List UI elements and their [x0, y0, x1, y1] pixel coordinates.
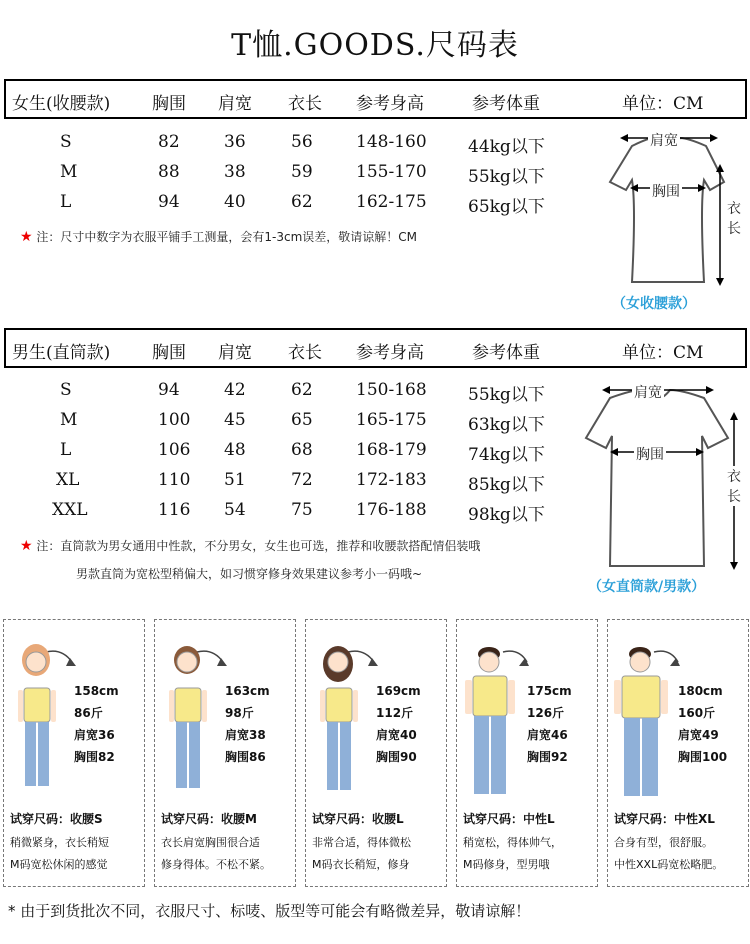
- model-desc-2: 中性XXL码宽松略肥。: [614, 858, 724, 871]
- model-chest: 胸围100: [678, 750, 728, 764]
- men-diagram-length-label: 衣长: [727, 466, 743, 506]
- face-shape: [177, 652, 197, 672]
- model-desc-1: 非常合适，得体微松: [312, 836, 411, 849]
- men-header-unit: 单位：CM: [622, 343, 704, 363]
- model-desc-2: M码修身，型男哦: [463, 858, 550, 871]
- curved-arrow-icon: [368, 658, 378, 666]
- arrow-right-icon: [706, 386, 714, 394]
- arm-shape: [614, 680, 621, 714]
- model-desc-1: 合身有型，很舒服。: [614, 836, 713, 849]
- chest-cell: 94: [158, 380, 180, 400]
- model-chest: 胸围86: [225, 750, 266, 764]
- arm-shape: [465, 680, 472, 714]
- model-desc-1: 稍宽松，得体帅气，: [463, 836, 562, 849]
- weight-cell: 65kg以下: [468, 197, 545, 217]
- jeans-shape: [176, 722, 187, 788]
- shoulder-cell: 48: [224, 440, 246, 460]
- shirt-shape: [175, 688, 201, 722]
- men-diagram-shoulder-label: 肩宽: [632, 382, 664, 402]
- model-weight: 86斤: [74, 706, 103, 720]
- women-header-length: 衣长: [288, 94, 322, 114]
- length-cell: 62: [291, 192, 313, 212]
- chest-cell: 94: [158, 192, 180, 212]
- height-cell: 148-160: [356, 132, 427, 152]
- curved-arrow-icon: [519, 658, 529, 666]
- weight-cell: 74kg以下: [468, 445, 545, 465]
- women-header-shoulder: 肩宽: [218, 94, 252, 114]
- chest-cell: 100: [158, 410, 191, 430]
- height-cell: 176-188: [356, 500, 427, 520]
- face-shape: [328, 652, 348, 672]
- model-figure: [6, 634, 76, 806]
- model-height: 158cm: [74, 684, 119, 698]
- table-row: [0, 127, 600, 157]
- model-weight: 112斤: [376, 706, 414, 720]
- length-cell: 62: [291, 380, 313, 400]
- star-icon: ★: [20, 538, 33, 554]
- arm-shape: [51, 690, 56, 722]
- women-diagram-length-label: 衣长: [727, 198, 743, 238]
- arm-shape: [508, 680, 515, 714]
- size-cell: XXL: [52, 500, 88, 520]
- table-row: [0, 495, 600, 525]
- length-cell: 59: [291, 162, 313, 182]
- model-shoulder: 肩宽49: [678, 728, 719, 742]
- women-header-name: 女生(收腰款): [12, 94, 111, 114]
- chest-cell: 110: [158, 470, 191, 490]
- size-cell: XL: [56, 470, 80, 490]
- women-diagram-shoulder-label: 肩宽: [648, 130, 680, 150]
- face-shape: [630, 652, 650, 672]
- model-desc-1: 衣长肩宽胸围很合适: [161, 836, 260, 849]
- table-row: [0, 435, 600, 465]
- model-height: 180cm: [678, 684, 723, 698]
- height-cell: 162-175: [356, 192, 427, 212]
- men-header-chest: 胸围: [152, 343, 186, 363]
- table-row: [0, 405, 600, 435]
- weight-cell: 55kg以下: [468, 167, 545, 187]
- women-header-weight: 参考体重: [472, 94, 540, 114]
- size-cell: S: [60, 380, 72, 400]
- shoulder-cell: 36: [224, 132, 246, 152]
- jeans-shape: [189, 722, 200, 788]
- curved-arrow-icon: [66, 658, 76, 666]
- size-cell: L: [60, 440, 72, 460]
- arm-shape: [353, 690, 358, 722]
- model-card: [154, 619, 296, 887]
- face-shape: [26, 652, 46, 672]
- model-weight: 98斤: [225, 706, 254, 720]
- model-chest: 胸围90: [376, 750, 417, 764]
- model-height: 175cm: [527, 684, 572, 698]
- arrow-down-icon: [716, 278, 724, 286]
- shirt-shape: [24, 688, 50, 722]
- model-figure: [610, 634, 680, 806]
- shirt-shape: [326, 688, 352, 722]
- length-cell: 72: [291, 470, 313, 490]
- men-header-height: 参考身高: [356, 343, 424, 363]
- height-cell: 150-168: [356, 380, 427, 400]
- jeans-shape: [38, 722, 49, 786]
- model-height: 169cm: [376, 684, 421, 698]
- model-trial-size: 试穿尺码：收腰S: [10, 812, 103, 826]
- weight-cell: 44kg以下: [468, 137, 545, 157]
- arm-shape: [320, 690, 325, 722]
- model-desc-2: 修身得体。不松不紧。: [161, 858, 271, 871]
- arm-shape: [202, 690, 207, 722]
- men-header-length: 衣长: [288, 343, 322, 363]
- jeans-shape: [491, 716, 506, 794]
- model-trial-size: 试穿尺码：中性XL: [614, 812, 715, 826]
- shoulder-cell: 40: [224, 192, 246, 212]
- footer-disclaimer: * 由于到货批次不同，衣服尺寸、标唛、版型等可能会有略微差异，敬请谅解！: [8, 902, 531, 920]
- shirt-shape: [622, 676, 660, 718]
- shirt-shape: [473, 676, 507, 716]
- chest-cell: 88: [158, 162, 180, 182]
- men-diagram-caption: （女直筒款/男款）: [588, 579, 706, 595]
- men-header-name: 男生(直筒款): [12, 343, 111, 363]
- model-card: [456, 619, 598, 887]
- model-figure: [157, 634, 227, 806]
- curved-arrow-icon: [217, 658, 227, 666]
- weight-cell: 55kg以下: [468, 385, 545, 405]
- curved-arrow-icon: [670, 658, 680, 666]
- model-chest: 胸围92: [527, 750, 568, 764]
- height-cell: 172-183: [356, 470, 427, 490]
- model-shoulder: 肩宽40: [376, 728, 417, 742]
- length-cell: 75: [291, 500, 313, 520]
- weight-cell: 85kg以下: [468, 475, 545, 495]
- men-header-shoulder: 肩宽: [218, 343, 252, 363]
- men-diagram-chest-label: 胸围: [634, 444, 666, 464]
- model-shoulder: 肩宽38: [225, 728, 266, 742]
- arm-shape: [169, 690, 174, 722]
- model-trial-size: 试穿尺码：收腰M: [161, 812, 257, 826]
- model-desc-1: 稍微紧身，衣长稍短: [10, 836, 109, 849]
- length-cell: 56: [291, 132, 313, 152]
- model-shoulder: 肩宽46: [527, 728, 568, 742]
- model-weight: 126斤: [527, 706, 565, 720]
- weight-cell: 98kg以下: [468, 505, 545, 525]
- length-cell: 68: [291, 440, 313, 460]
- jeans-shape: [642, 718, 658, 796]
- women-note: ★ 注：尺寸中数字为衣服平铺手工测量，会有1-3cm误差，敬请谅解！CM: [20, 229, 418, 245]
- model-figure: [308, 634, 378, 806]
- shoulder-cell: 51: [224, 470, 246, 490]
- height-cell: 155-170: [356, 162, 427, 182]
- size-cell: L: [60, 192, 72, 212]
- size-cell: M: [60, 410, 78, 430]
- face-shape: [479, 652, 499, 672]
- chest-cell: 106: [158, 440, 191, 460]
- women-header-bar: [4, 79, 747, 119]
- model-trial-size: 试穿尺码：收腰L: [312, 812, 404, 826]
- men-header-bar: [4, 328, 747, 368]
- table-row: [0, 187, 600, 217]
- model-chest: 胸围82: [74, 750, 115, 764]
- weight-cell: 63kg以下: [468, 415, 545, 435]
- women-header-unit: 单位：CM: [622, 94, 704, 114]
- chest-cell: 82: [158, 132, 180, 152]
- star-icon: ★: [20, 229, 33, 245]
- women-diagram-caption: （女收腰款）: [612, 296, 696, 312]
- page-title: T恤.GOODS.尺码表: [231, 28, 519, 63]
- shoulder-cell: 42: [224, 380, 246, 400]
- shoulder-cell: 45: [224, 410, 246, 430]
- model-card: [305, 619, 447, 887]
- arrow-up-icon: [730, 412, 738, 420]
- chest-cell: 116: [158, 500, 191, 520]
- height-cell: 165-175: [356, 410, 427, 430]
- men-shirt-outline: [586, 390, 728, 566]
- men-header-weight: 参考体重: [472, 343, 540, 363]
- women-header-chest: 胸围: [152, 94, 186, 114]
- model-card: [607, 619, 749, 887]
- size-cell: M: [60, 162, 78, 182]
- model-shoulder: 肩宽36: [74, 728, 115, 742]
- jeans-shape: [327, 722, 338, 790]
- men-shirt-diagram: [570, 376, 750, 576]
- men-note-1: ★ 注：直筒款为男女通用中性款，不分男女，女生也可选，推荐和收腰款搭配情侣装哦: [20, 538, 481, 554]
- table-row: [0, 465, 600, 495]
- women-shirt-outline: [610, 138, 724, 282]
- table-row: [0, 157, 600, 187]
- shoulder-cell: 54: [224, 500, 246, 520]
- model-weight: 160斤: [678, 706, 716, 720]
- height-cell: 168-179: [356, 440, 427, 460]
- arm-shape: [18, 690, 23, 722]
- jeans-shape: [25, 722, 36, 786]
- model-trial-size: 试穿尺码：中性L: [463, 812, 555, 826]
- arrow-down-icon: [730, 562, 738, 570]
- jeans-shape: [340, 722, 351, 790]
- arrow-right-icon: [710, 134, 718, 142]
- model-desc-2: M码衣长稍短，修身: [312, 858, 410, 871]
- jeans-shape: [474, 716, 489, 794]
- jeans-shape: [624, 718, 640, 796]
- arrow-left-icon: [620, 134, 628, 142]
- arrow-left-icon: [602, 386, 610, 394]
- women-diagram-chest-label: 胸围: [650, 181, 682, 201]
- model-card: [3, 619, 145, 887]
- men-note-2: 男款直筒为宽松型稍偏大，如习惯穿修身效果建议参考小一码哦~: [76, 567, 423, 581]
- model-desc-2: M码宽松休闲的感觉: [10, 858, 108, 871]
- model-height: 163cm: [225, 684, 270, 698]
- length-cell: 65: [291, 410, 313, 430]
- arm-shape: [661, 680, 668, 714]
- women-header-height: 参考身高: [356, 94, 424, 114]
- table-row: [0, 375, 600, 405]
- model-figure: [459, 634, 529, 806]
- size-cell: S: [60, 132, 72, 152]
- shoulder-cell: 38: [224, 162, 246, 182]
- curved-arrow-icon: [197, 651, 223, 662]
